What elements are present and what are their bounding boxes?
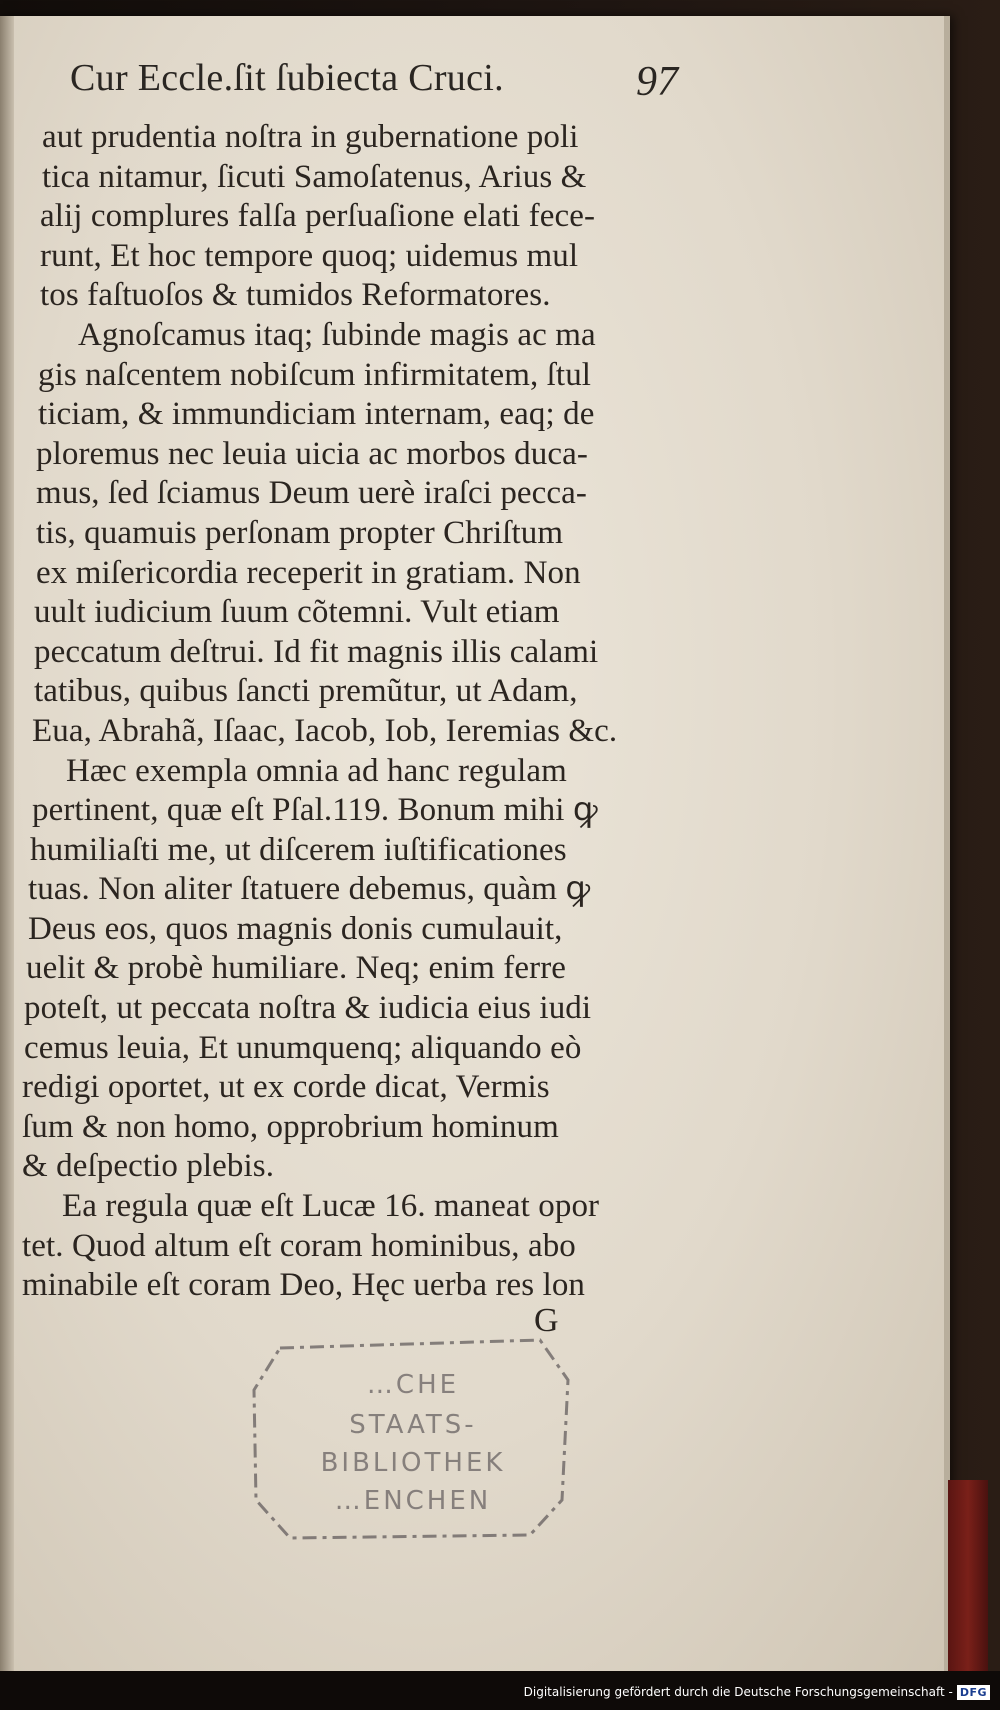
stamp-text-line: BIBLIOTHEK (320, 1448, 506, 1478)
signature-mark: G (534, 1302, 559, 1339)
text-line: tuas. Non aliter ſtatuere debemus, quàm ꝙ (28, 871, 591, 908)
dfg-logo-icon: DFG (957, 1685, 990, 1700)
running-head: Cur Eccle.ſit ſubiecta Cruci. (70, 57, 504, 99)
text-line: Hæc exempla omnia ad hanc regulam (66, 752, 567, 789)
text-line: Deus eos, quos magnis donis cumulauit, (28, 910, 563, 947)
stamp-text-line: …CHE (366, 1370, 460, 1400)
text-line: aut prudentia noſtra in gubernatione poli (42, 119, 579, 155)
text-line: humiliaſti me, ut diſcerem iuſtificationes (30, 831, 567, 868)
digitization-credit (524, 1682, 990, 1702)
text-line: cemus leuia, Et unumquenq; aliquando eò (24, 1029, 582, 1066)
credit-text: Digitalisierung gefördert durch die Deutsche Forschungsgemeinschaft - (523, 1685, 953, 1699)
text-line: Agnoſcamus itaq; ſubinde magis ac ma (78, 316, 596, 353)
text-line: tis, quamuis perſonam propter Chriſtum (36, 514, 564, 551)
text-line: gis naſcentem nobiſcum infirmitatem, ſtul (38, 356, 592, 393)
text-line: minabile eſt coram Deo, Hęc uerba res lon (22, 1267, 586, 1304)
text-line: tos faſtuoſos & tumidos Reformatores. (40, 277, 551, 314)
text-line: peccatum deſtrui. Id fit magnis illis calami (34, 633, 599, 670)
text-line: ploremus nec leuia uicia ac morbos duca- (36, 435, 588, 472)
text-line: ex miſericordia receperit in gratiam. Non (36, 554, 581, 591)
body-text (20, 118, 700, 1306)
text-line: redigi oportet, ut ex corde dicat, Vermis (22, 1069, 550, 1106)
text-line: tatibus, quibus ſancti premũtur, ut Adam, (34, 673, 578, 710)
text-line: Ea regula quæ eſt Lucæ 16. maneat opor (62, 1188, 600, 1225)
text-line: alij complures falſa perſuaſione elati fece- (40, 198, 596, 235)
text-line: & deſpectio plebis. (22, 1148, 275, 1185)
text-line: runt, Et hoc tempore quoq; uidemus mul (40, 237, 579, 274)
library-stamp (250, 1330, 570, 1542)
page-number: 97 (636, 59, 678, 105)
text-line: poteſt, ut peccata noſtra & iudicia eius iudi (24, 990, 592, 1027)
text-line: uult iudicium ſuum cõtemni. Vult etiam (34, 594, 560, 631)
stamp-text-line: STAATS- (349, 1410, 477, 1440)
text-line: uelit & probè humiliare. Neq; enim ferre (26, 950, 567, 987)
text-line: tet. Quod altum eſt coram hominibus, abo (22, 1227, 576, 1264)
text-line: Eua, Abrahã, Iſaac, Iacob, Iob, Ieremias &c. (32, 712, 618, 749)
page-gutter-edge (0, 16, 14, 1671)
text-line: tica nitamur, ſicuti Samoſatenus, Arius & (42, 158, 587, 195)
text-line: ticiam, & immundiciam internam, eaq; de (38, 396, 595, 433)
ribbon-bookmark (948, 1480, 988, 1671)
text-line: ſum & non homo, opprobrium hominum (22, 1108, 559, 1145)
text-line: pertinent, quæ eſt Pſal.119. Bonum mihi ꝙ (32, 792, 598, 829)
stamp-text-line: …ENCHEN (334, 1486, 492, 1516)
text-line: mus, ſed ſciamus Deum uerè iraſci pecca- (36, 475, 588, 512)
